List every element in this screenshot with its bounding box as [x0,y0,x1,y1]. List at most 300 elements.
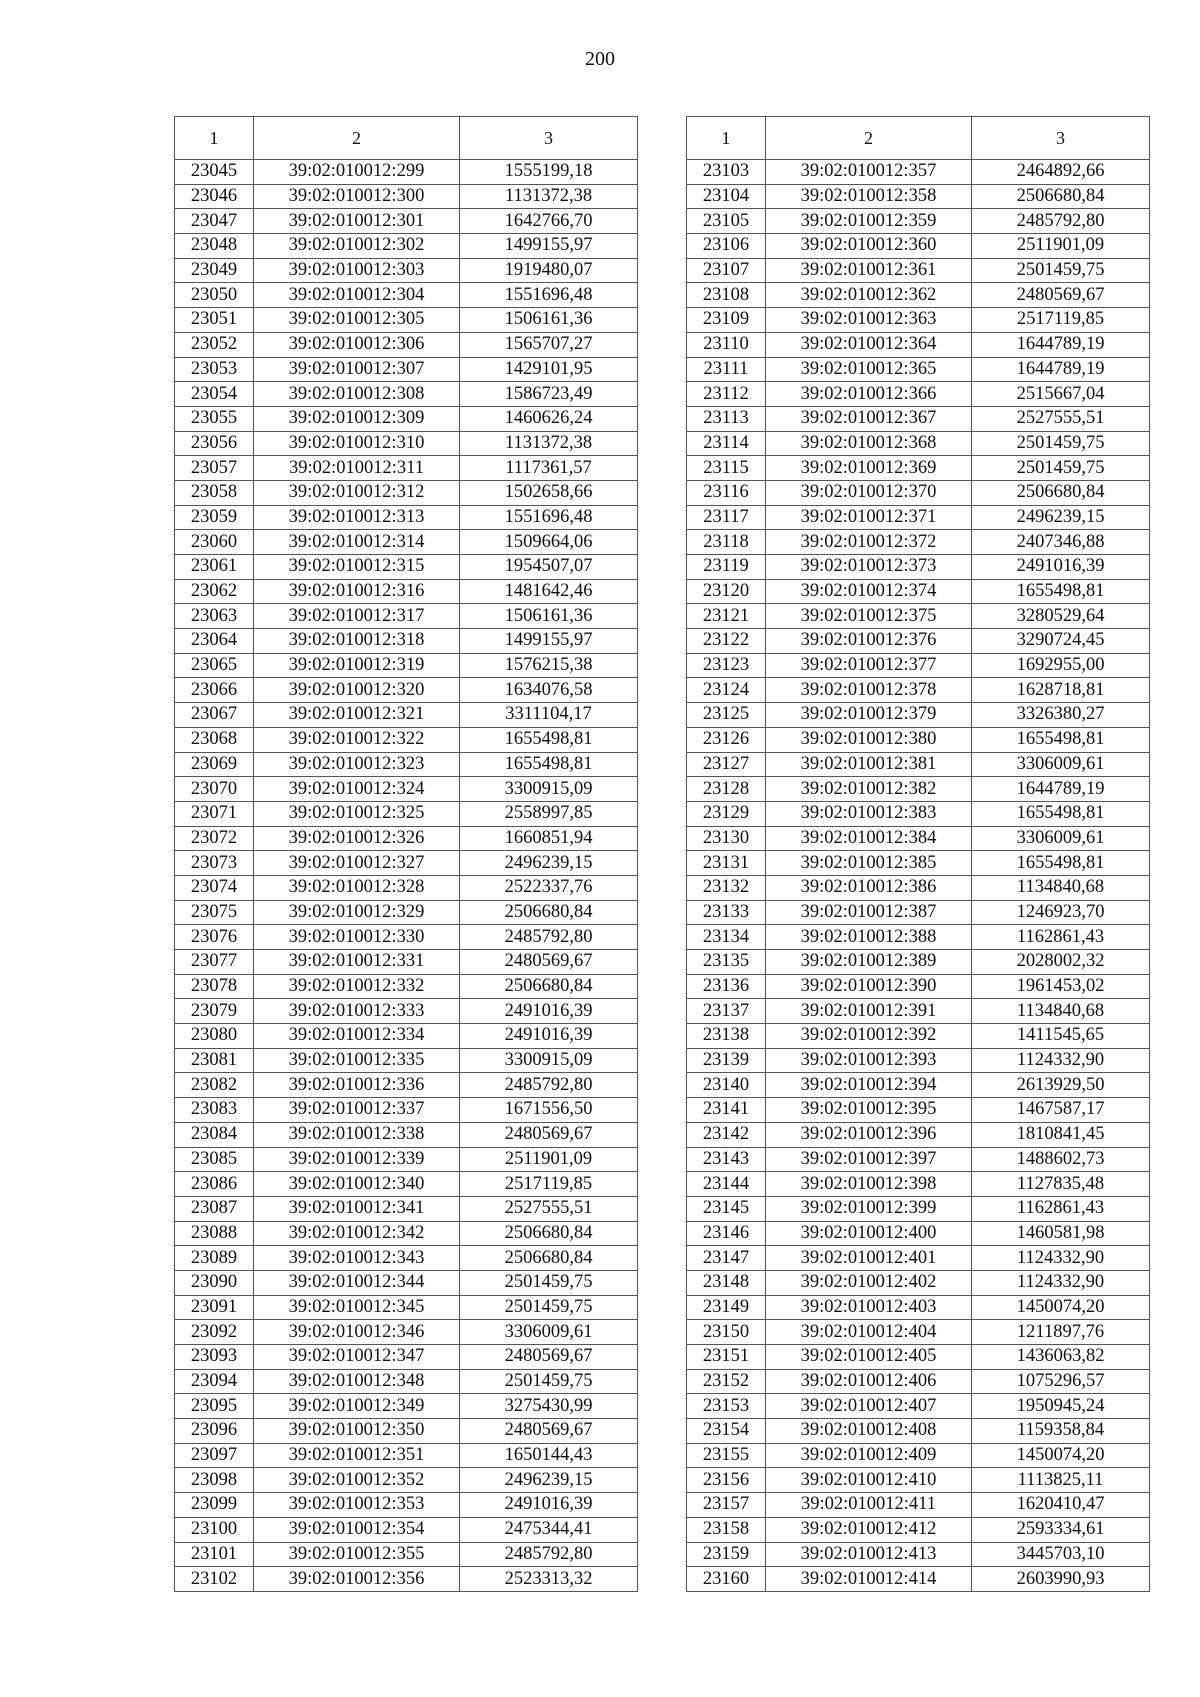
row-number-cell: 23140 [687,1073,766,1098]
value-cell: 2506680,84 [460,974,638,999]
value-cell: 1650144,43 [460,1443,638,1468]
value-cell: 2613929,50 [972,1073,1150,1098]
cadastral-number-cell: 39:02:010012:404 [766,1320,972,1345]
table-row [175,752,638,777]
cadastral-number-cell: 39:02:010012:391 [766,999,972,1024]
value-cell: 1586723,49 [460,382,638,407]
table-row [687,234,1150,259]
row-number-cell: 23085 [175,1147,254,1172]
cadastral-number-cell: 39:02:010012:304 [254,283,460,308]
table-row [687,1542,1150,1567]
table-row [175,1517,638,1542]
value-cell: 1655498,81 [972,727,1150,752]
row-number-cell: 23063 [175,604,254,629]
value-cell: 1159358,84 [972,1419,1150,1444]
cadastral-number-cell: 39:02:010012:384 [766,826,972,851]
table-row [175,1196,638,1221]
value-cell: 2558997,85 [460,801,638,826]
value-cell: 2506680,84 [972,480,1150,505]
row-number-cell: 23054 [175,382,254,407]
row-number-cell: 23139 [687,1048,766,1073]
table-row [175,1270,638,1295]
table-row [687,604,1150,629]
cadastral-number-cell: 39:02:010012:319 [254,653,460,678]
value-cell: 2517119,85 [460,1172,638,1197]
value-cell: 1660851,94 [460,826,638,851]
table-row [687,1246,1150,1271]
row-number-cell: 23067 [175,703,254,728]
row-number-cell: 23147 [687,1246,766,1271]
cadastral-number-cell: 39:02:010012:365 [766,357,972,382]
cadastral-number-cell: 39:02:010012:356 [254,1567,460,1592]
table-row [687,950,1150,975]
cadastral-number-cell: 39:02:010012:382 [766,777,972,802]
cadastral-number-cell: 39:02:010012:339 [254,1147,460,1172]
row-number-cell: 23145 [687,1196,766,1221]
table-row [687,1024,1150,1049]
row-number-cell: 23081 [175,1048,254,1073]
cadastral-number-cell: 39:02:010012:410 [766,1468,972,1493]
value-cell: 2491016,39 [460,1493,638,1518]
table-row [175,925,638,950]
cadastral-number-cell: 39:02:010012:381 [766,752,972,777]
cadastral-number-cell: 39:02:010012:371 [766,505,972,530]
table-row [687,431,1150,456]
value-cell: 1246923,70 [972,900,1150,925]
table-row [175,1024,638,1049]
cadastral-number-cell: 39:02:010012:351 [254,1443,460,1468]
table-row [687,1493,1150,1518]
cadastral-number-cell: 39:02:010012:372 [766,530,972,555]
cadastral-number-cell: 39:02:010012:399 [766,1196,972,1221]
cadastral-number-cell: 39:02:010012:354 [254,1517,460,1542]
value-cell: 1481642,46 [460,579,638,604]
value-cell: 1644789,19 [972,777,1150,802]
row-number-cell: 23107 [687,258,766,283]
table-row [175,900,638,925]
cadastral-number-cell: 39:02:010012:332 [254,974,460,999]
cadastral-number-cell: 39:02:010012:397 [766,1147,972,1172]
table-row [175,1048,638,1073]
value-cell: 1134840,68 [972,875,1150,900]
value-cell: 2523313,32 [460,1567,638,1592]
row-number-cell: 23088 [175,1221,254,1246]
row-number-cell: 23072 [175,826,254,851]
row-number-cell: 23047 [175,209,254,234]
cadastral-number-cell: 39:02:010012:336 [254,1073,460,1098]
cadastral-number-cell: 39:02:010012:412 [766,1517,972,1542]
table-row [175,678,638,703]
row-number-cell: 23130 [687,826,766,851]
row-number-cell: 23086 [175,1172,254,1197]
cadastral-number-cell: 39:02:010012:355 [254,1542,460,1567]
value-cell: 1411545,65 [972,1024,1150,1049]
table-row [175,184,638,209]
cadastral-number-cell: 39:02:010012:338 [254,1122,460,1147]
table-row [175,1394,638,1419]
value-cell: 1436063,82 [972,1345,1150,1370]
row-number-cell: 23124 [687,678,766,703]
table-row [175,258,638,283]
cadastral-number-cell: 39:02:010012:364 [766,332,972,357]
table-row [687,357,1150,382]
cadastral-number-cell: 39:02:010012:400 [766,1221,972,1246]
row-number-cell: 23083 [175,1098,254,1123]
table-row [175,1295,638,1320]
table-row [687,480,1150,505]
table-row [175,703,638,728]
row-number-cell: 23097 [175,1443,254,1468]
row-number-cell: 23131 [687,851,766,876]
row-number-cell: 23075 [175,900,254,925]
cadastral-number-cell: 39:02:010012:315 [254,555,460,580]
value-cell: 1644789,19 [972,332,1150,357]
row-number-cell: 23155 [687,1443,766,1468]
value-cell: 2603990,93 [972,1567,1150,1592]
table-row [175,826,638,851]
cadastral-number-cell: 39:02:010012:388 [766,925,972,950]
header-row [175,117,638,160]
row-number-cell: 23108 [687,283,766,308]
row-number-cell: 23079 [175,999,254,1024]
cadastral-number-cell: 39:02:010012:322 [254,727,460,752]
table-row [687,801,1150,826]
row-number-cell: 23125 [687,703,766,728]
cadastral-number-cell: 39:02:010012:407 [766,1394,972,1419]
row-number-cell: 23089 [175,1246,254,1271]
cadastral-number-cell: 39:02:010012:302 [254,234,460,259]
cadastral-number-cell: 39:02:010012:386 [766,875,972,900]
table-row [175,1098,638,1123]
table-row [175,851,638,876]
table-row [175,480,638,505]
cadastral-number-cell: 39:02:010012:348 [254,1369,460,1394]
table-row [175,530,638,555]
value-cell: 3275430,99 [460,1394,638,1419]
table-row [175,1567,638,1592]
cadastral-number-cell: 39:02:010012:353 [254,1493,460,1518]
value-cell: 2496239,15 [972,505,1150,530]
table-row [175,579,638,604]
cadastral-number-cell: 39:02:010012:321 [254,703,460,728]
cadastral-number-cell: 39:02:010012:300 [254,184,460,209]
table-row [175,1345,638,1370]
value-cell: 1211897,76 [972,1320,1150,1345]
table-row [687,1295,1150,1320]
value-cell: 2515667,04 [972,382,1150,407]
table-row [687,456,1150,481]
value-cell: 1576215,38 [460,653,638,678]
value-cell: 1124332,90 [972,1270,1150,1295]
row-number-cell: 23122 [687,629,766,654]
row-number-cell: 23061 [175,555,254,580]
value-cell: 2511901,09 [460,1147,638,1172]
row-number-cell: 23065 [175,653,254,678]
cadastral-number-cell: 39:02:010012:329 [254,900,460,925]
value-cell: 3306009,61 [972,826,1150,851]
cadastral-number-cell: 39:02:010012:373 [766,555,972,580]
cadastral-number-cell: 39:02:010012:303 [254,258,460,283]
value-cell: 2491016,39 [460,1024,638,1049]
cadastral-number-cell: 39:02:010012:340 [254,1172,460,1197]
value-cell: 2496239,15 [460,1468,638,1493]
table-row [175,1542,638,1567]
row-number-cell: 23051 [175,308,254,333]
row-number-cell: 23104 [687,184,766,209]
table-row [687,629,1150,654]
table-row [687,1221,1150,1246]
row-number-cell: 23055 [175,406,254,431]
value-cell: 3445703,10 [972,1542,1150,1567]
cadastral-number-cell: 39:02:010012:344 [254,1270,460,1295]
row-number-cell: 23052 [175,332,254,357]
table-row [687,555,1150,580]
table-row [175,406,638,431]
row-number-cell: 23151 [687,1345,766,1370]
row-number-cell: 23069 [175,752,254,777]
row-number-cell: 23096 [175,1419,254,1444]
row-number-cell: 23102 [175,1567,254,1592]
cadastral-number-cell: 39:02:010012:325 [254,801,460,826]
cadastral-number-cell: 39:02:010012:306 [254,332,460,357]
table-row [687,1468,1150,1493]
value-cell: 1124332,90 [972,1048,1150,1073]
value-cell: 1429101,95 [460,357,638,382]
value-cell: 2501459,75 [972,431,1150,456]
row-number-cell: 23087 [175,1196,254,1221]
table-row [175,332,638,357]
cadastral-number-cell: 39:02:010012:374 [766,579,972,604]
value-cell: 1628718,81 [972,678,1150,703]
table-row [687,1517,1150,1542]
row-number-cell: 23150 [687,1320,766,1345]
cadastral-number-cell: 39:02:010012:366 [766,382,972,407]
table-row [175,1172,638,1197]
cadastral-number-cell: 39:02:010012:359 [766,209,972,234]
row-number-cell: 23057 [175,456,254,481]
value-cell: 2501459,75 [972,456,1150,481]
row-number-cell: 23134 [687,925,766,950]
value-cell: 2485792,80 [972,209,1150,234]
value-cell: 2480569,67 [460,950,638,975]
row-number-cell: 23066 [175,678,254,703]
value-cell: 2407346,88 [972,530,1150,555]
table-row [175,950,638,975]
row-number-cell: 23113 [687,406,766,431]
value-cell: 1551696,48 [460,505,638,530]
cadastral-number-cell: 39:02:010012:342 [254,1221,460,1246]
column-header: 3 [972,117,1150,160]
value-cell: 2485792,80 [460,1073,638,1098]
table-row [175,382,638,407]
table-row [687,283,1150,308]
table-row [687,1443,1150,1468]
table-row [687,332,1150,357]
cadastral-number-cell: 39:02:010012:330 [254,925,460,950]
cadastral-number-cell: 39:02:010012:320 [254,678,460,703]
cadastral-number-cell: 39:02:010012:347 [254,1345,460,1370]
column-header: 3 [460,117,638,160]
column-header: 1 [175,117,254,160]
left-table-body [175,160,638,1592]
row-number-cell: 23159 [687,1542,766,1567]
table-row [175,234,638,259]
cadastral-number-cell: 39:02:010012:403 [766,1295,972,1320]
cadastral-number-cell: 39:02:010012:406 [766,1369,972,1394]
row-number-cell: 23127 [687,752,766,777]
value-cell: 1655498,81 [972,801,1150,826]
row-number-cell: 23160 [687,1567,766,1592]
value-cell: 3326380,27 [972,703,1150,728]
table-row [687,1048,1150,1073]
table-row [175,1246,638,1271]
cadastral-number-cell: 39:02:010012:305 [254,308,460,333]
row-number-cell: 23154 [687,1419,766,1444]
cadastral-number-cell: 39:02:010012:313 [254,505,460,530]
cadastral-number-cell: 39:02:010012:402 [766,1270,972,1295]
cadastral-number-cell: 39:02:010012:414 [766,1567,972,1592]
table-row [687,1567,1150,1592]
table-row [175,974,638,999]
value-cell: 1460581,98 [972,1221,1150,1246]
value-cell: 2506680,84 [460,900,638,925]
cadastral-number-cell: 39:02:010012:376 [766,629,972,654]
table-row [687,999,1150,1024]
value-cell: 1555199,18 [460,160,638,185]
value-cell: 1075296,57 [972,1369,1150,1394]
table-row [687,1073,1150,1098]
row-number-cell: 23064 [175,629,254,654]
cadastral-number-cell: 39:02:010012:331 [254,950,460,975]
cadastral-number-cell: 39:02:010012:334 [254,1024,460,1049]
value-cell: 1692955,00 [972,653,1150,678]
table-row [687,653,1150,678]
cadastral-number-cell: 39:02:010012:367 [766,406,972,431]
cadastral-number-cell: 39:02:010012:323 [254,752,460,777]
cadastral-number-cell: 39:02:010012:335 [254,1048,460,1073]
row-number-cell: 23117 [687,505,766,530]
value-cell: 1642766,70 [460,209,638,234]
header-row [687,117,1150,160]
table-row [687,752,1150,777]
value-cell: 1655498,81 [460,727,638,752]
value-cell: 1488602,73 [972,1147,1150,1172]
table-row [175,357,638,382]
row-number-cell: 23133 [687,900,766,925]
value-cell: 3300915,09 [460,777,638,802]
table-row [175,1122,638,1147]
value-cell: 1499155,97 [460,629,638,654]
value-cell: 2522337,76 [460,875,638,900]
row-number-cell: 23068 [175,727,254,752]
value-cell: 3280529,64 [972,604,1150,629]
value-cell: 1506161,36 [460,604,638,629]
cadastral-number-cell: 39:02:010012:383 [766,801,972,826]
row-number-cell: 23110 [687,332,766,357]
row-number-cell: 23123 [687,653,766,678]
table-row [687,826,1150,851]
value-cell: 1620410,47 [972,1493,1150,1518]
value-cell: 1131372,38 [460,431,638,456]
table-row [687,1147,1150,1172]
cadastral-number-cell: 39:02:010012:345 [254,1295,460,1320]
value-cell: 1509664,06 [460,530,638,555]
row-number-cell: 23103 [687,160,766,185]
cadastral-number-cell: 39:02:010012:363 [766,308,972,333]
row-number-cell: 23101 [175,1542,254,1567]
value-cell: 2480569,67 [460,1122,638,1147]
value-cell: 2506680,84 [972,184,1150,209]
cadastral-number-cell: 39:02:010012:411 [766,1493,972,1518]
row-number-cell: 23080 [175,1024,254,1049]
row-number-cell: 23136 [687,974,766,999]
value-cell: 2593334,61 [972,1517,1150,1542]
table-row [175,1468,638,1493]
row-number-cell: 23071 [175,801,254,826]
row-number-cell: 23056 [175,431,254,456]
row-number-cell: 23148 [687,1270,766,1295]
value-cell: 1117361,57 [460,456,638,481]
value-cell: 2464892,66 [972,160,1150,185]
table-row [687,1270,1150,1295]
value-cell: 2485792,80 [460,925,638,950]
row-number-cell: 23141 [687,1098,766,1123]
cadastral-number-cell: 39:02:010012:357 [766,160,972,185]
row-number-cell: 23098 [175,1468,254,1493]
row-number-cell: 23132 [687,875,766,900]
table-row [687,678,1150,703]
column-header: 2 [254,117,460,160]
table-row [687,974,1150,999]
cadastral-number-cell: 39:02:010012:341 [254,1196,460,1221]
table-row [687,406,1150,431]
row-number-cell: 23099 [175,1493,254,1518]
cadastral-number-cell: 39:02:010012:318 [254,629,460,654]
cadastral-number-cell: 39:02:010012:405 [766,1345,972,1370]
row-number-cell: 23053 [175,357,254,382]
table-row [687,851,1150,876]
value-cell: 1565707,27 [460,332,638,357]
value-cell: 1655498,81 [972,851,1150,876]
cadastral-number-cell: 39:02:010012:413 [766,1542,972,1567]
row-number-cell: 23092 [175,1320,254,1345]
table-row [687,727,1150,752]
table-row [175,727,638,752]
cadastral-number-cell: 39:02:010012:333 [254,999,460,1024]
page-number: 200 [585,48,615,70]
row-number-cell: 23115 [687,456,766,481]
value-cell: 1634076,58 [460,678,638,703]
table-row [687,1172,1150,1197]
cadastral-number-cell: 39:02:010012:317 [254,604,460,629]
row-number-cell: 23137 [687,999,766,1024]
cadastral-number-cell: 39:02:010012:346 [254,1320,460,1345]
table-row [687,184,1150,209]
table-row [687,382,1150,407]
cadastral-number-cell: 39:02:010012:408 [766,1419,972,1444]
row-number-cell: 23157 [687,1493,766,1518]
value-cell: 3306009,61 [460,1320,638,1345]
row-number-cell: 23050 [175,283,254,308]
table-row [175,653,638,678]
value-cell: 2480569,67 [972,283,1150,308]
cadastral-number-cell: 39:02:010012:328 [254,875,460,900]
row-number-cell: 23074 [175,875,254,900]
table-row [175,777,638,802]
table-row [687,308,1150,333]
table-row [687,1394,1150,1419]
cadastral-number-cell: 39:02:010012:370 [766,480,972,505]
